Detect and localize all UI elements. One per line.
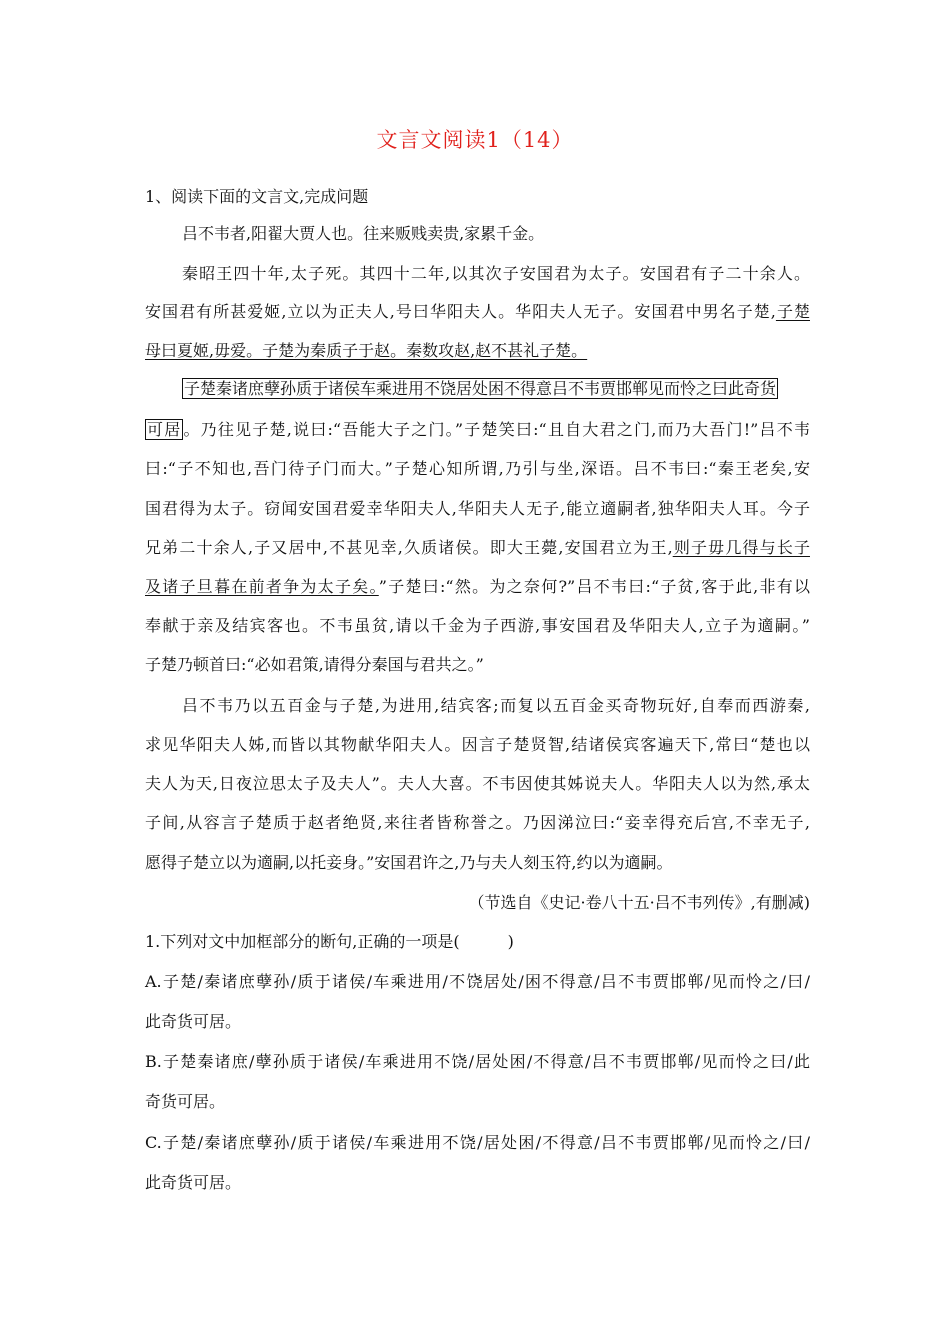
passage-line: 及诸子旦暮在前者争为太子矣。”子楚曰:“然。为之奈何?”吕不韦曰:“子贫,客于此,非有以 (145, 577, 810, 596)
passage-line: 秦昭王四十年,太子死。其四十二年,以其次子安国君为太子。安国君有子二十余人。 (182, 264, 810, 283)
underlined-sentence: 子楚 (775, 302, 810, 321)
passage-line (145, 339, 810, 363)
boxed-text: 可居 (147, 420, 182, 439)
passage-line: 兄弟二十余人,子又居中,不甚见幸,久质诸侯。即大王薨,安国君立为王,则子毋几得与长子 (145, 538, 810, 557)
passage-line: 曰:“子不知也,吾门待子门而大。”子楚心知所谓,乃引与坐,深语。吕不韦曰:“秦王老矣,安 (145, 459, 810, 478)
passage-line: 子楚乃顿首曰:“必如君策,请得分秦国与君共之。” (145, 655, 484, 674)
boxed-text: 子楚秦诸庶孽孙质于诸侯车乘进用不饶居处困不得意吕不韦贾邯郸见而怜之曰此奇货 (184, 379, 777, 398)
option-c: C.子楚/秦诸庶孽孙/质于诸侯/车乘进用不饶/居处困/不得意/吕不韦贾邯郸/见而怜之/曰/ (145, 1133, 810, 1152)
underlined-sentence: 则子毋几得与长子 (672, 538, 810, 557)
underlined-sentence: 及诸子旦暮在前者争为太子矣。 (145, 577, 379, 596)
passage-line: 安国君有所甚爱姬,立以为正夫人,号曰华阳夫人。华阳夫人无子。安国君中男名子楚,子楚 (145, 302, 810, 321)
option-b-continued: 奇货可居。 (145, 1092, 226, 1111)
passage-line: 夫人为天,日夜泣思太子及夫人”。夫人大喜。不韦因使其姊说夫人。华阳夫人以为然,承太 (145, 774, 810, 793)
passage-line: 奉献于亲及结宾客也。不韦虽贫,请以千金为子西游,事安国君及华阳夫人,立子为適嗣。” (145, 616, 810, 635)
option-c-continued: 此奇货可居。 (145, 1173, 242, 1192)
passage-line: 求见华阳夫人姊,而皆以其物献华阳夫人。因言子楚贤智,结诸侯宾客遍天下,常曰“楚也以 (145, 735, 810, 754)
passage-line: 可居 。乃往见子楚,说曰:“吾能大子之门。”子楚笑曰:“且自大君之门,而乃大吾门!”吕不韦 (147, 420, 810, 439)
underlined-sentence: 母曰夏姬,毋爱。子楚为秦质子于赵。秦数攻赵,赵不甚礼子楚。 (145, 341, 588, 360)
passage-line: 吕不韦乃以五百金与子楚,为进用,结宾客;而复以五百金买奇物玩好,自奉而西游秦, (182, 696, 810, 715)
passage-line: 愿得子楚立以为適嗣,以托妾身。”安国君许之,乃与夫人刻玉符,约以为適嗣。 (145, 853, 673, 872)
question-intro: 1、阅读下面的文言文,完成问题 (145, 187, 369, 206)
passage-paragraph-1: 吕不韦者,阳翟大贾人也。往来贩贱卖贵,家累千金。 (182, 224, 545, 243)
passage-line (182, 377, 810, 401)
passage-line: 子间,从容言子楚质于赵者绝贤,来往者皆称誉之。乃因涕泣曰:“妾幸得充后宫,不幸无子, (145, 813, 810, 832)
option-a-continued: 此奇货可居。 (145, 1012, 242, 1031)
passage-line: 国君得为太子。窃闻安国君爱幸华阳夫人,华阳夫人无子,能立適嗣者,独华阳夫人耳。今子 (145, 499, 810, 518)
question-stem: 1.下列对文中加框部分的断句,正确的一项是( ) (145, 932, 514, 951)
source-citation: （节选自《史记·卷八十五·吕不韦列传》,有删减) (468, 893, 810, 912)
option-b: B.子楚秦诸庶/孽孙质于诸侯/车乘进用不饶/居处困/不得意/吕不韦贾邯郸/见而怜之曰/此 (145, 1052, 810, 1071)
page-title: 文言文阅读1（14） (376, 128, 574, 152)
option-a: A.子楚/秦诸庶孽孙/质于诸侯/车乘进用/不饶居处/困不得意/吕不韦贾邯郸/见而怜之/曰/ (145, 972, 810, 991)
